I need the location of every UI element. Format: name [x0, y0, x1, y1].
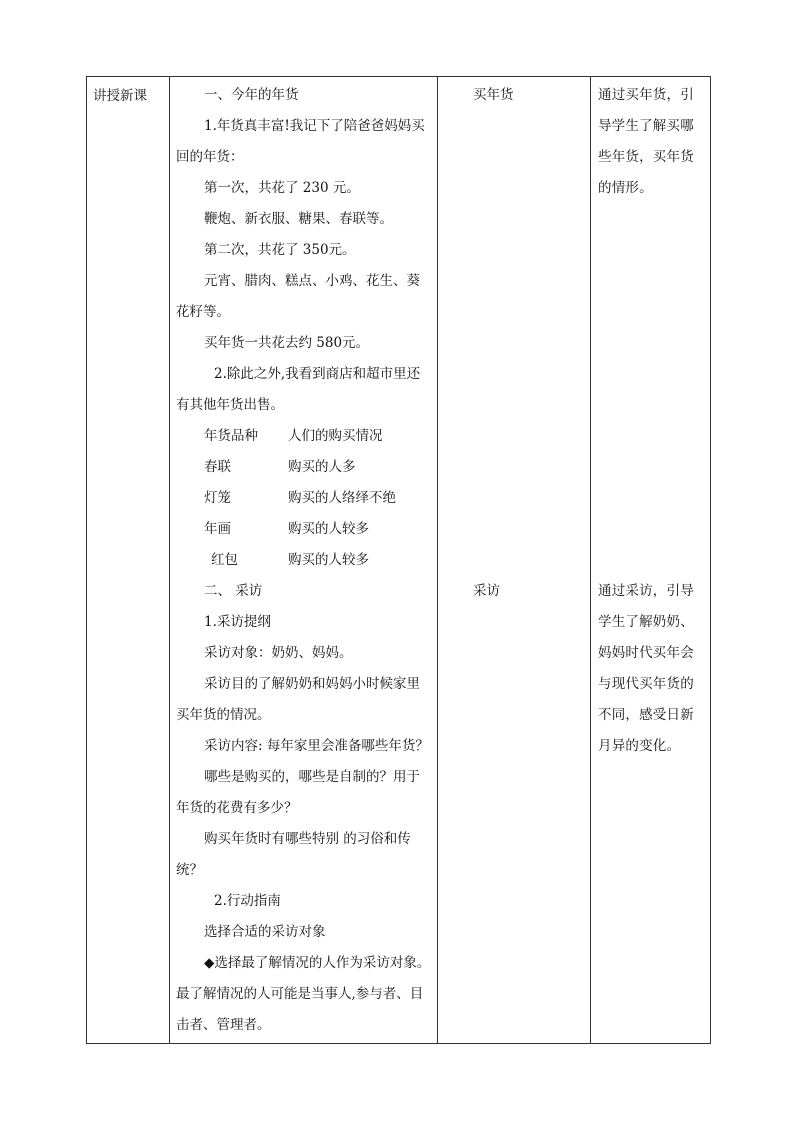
intent-line: 的情形。: [598, 180, 653, 196]
content-line: 1.采访提纲: [204, 614, 271, 630]
goods-header-status: 人们的购买情况: [288, 428, 383, 444]
content-line: 2.行动指南: [214, 893, 281, 909]
content-line: 1.年货真丰富!我记下了陪爸爸妈妈买: [204, 118, 425, 134]
goods-row: [176, 514, 433, 545]
content-line: 采访对象：奶奶、妈妈。: [204, 645, 353, 661]
goods-table-header: [176, 421, 433, 452]
activity-cell: [438, 77, 591, 1044]
goods-status: 购买的人较多: [288, 552, 369, 568]
intent-line: 月异的变化。: [598, 738, 681, 754]
intent-cell: [591, 77, 711, 1044]
content-line: 元宵、腊肉、糕点、小鸡、花生、葵: [204, 273, 420, 289]
section-heading: 二、 采访: [204, 583, 263, 599]
intent-line: 些年货，买年货: [598, 149, 694, 165]
content-line: 统？: [176, 862, 203, 878]
intent-block: [598, 80, 704, 204]
content-line: 鞭炮、新衣服、糖果、春联等。: [204, 211, 393, 227]
content-line: 买年货的情况。: [176, 707, 271, 723]
content-line: 选择合适的采访对象: [204, 924, 326, 940]
section-heading: 一、今年的年货: [204, 87, 299, 103]
goods-row: [176, 483, 433, 514]
goods-row: [176, 545, 433, 576]
content-line: 花籽等。: [176, 304, 230, 320]
content-line: 采访目的了解奶奶和妈妈小时候家里: [204, 676, 420, 692]
content-cell: [170, 77, 438, 1044]
intent-line: 学生了解奶奶、: [598, 614, 694, 630]
intent-line: 导学生了解买哪: [598, 118, 694, 134]
goods-kind: 春联: [204, 459, 231, 475]
goods-header-kind: 年货品种: [204, 428, 258, 444]
intent-line: 不同，感受日新: [598, 707, 694, 723]
content-line: 年货的花费有多少？: [176, 800, 298, 816]
goods-kind: 红包: [211, 552, 238, 568]
content-line: 有其他年货出售。: [176, 397, 284, 413]
intent-line: 通过采访，引导: [598, 583, 694, 599]
goods-status: 购买的人多: [288, 459, 356, 475]
activity-item: 采访: [473, 583, 500, 599]
intent-line: 通过买年货，引: [598, 87, 694, 103]
stage-title: 讲授新课: [93, 88, 147, 104]
goods-row: [176, 452, 433, 483]
content-line: 购买年货时有哪些特别 的习俗和传: [204, 831, 411, 847]
content-line: 击者、管理者。: [176, 1017, 271, 1033]
goods-status: 购买的人较多: [288, 521, 369, 537]
content-line: 买年货一共花去约 580元。: [204, 335, 370, 351]
intent-block: [598, 576, 694, 762]
intent-line: 与现代买年货的: [598, 676, 694, 692]
intent-line: 妈妈时代买年会: [598, 645, 694, 661]
content-line: 第二次，共花了 350元。: [204, 242, 356, 258]
goods-status: 购买的人络绎不绝: [288, 490, 396, 506]
content-line: 2.除此之外,我看到商店和超市里还: [214, 366, 421, 382]
content-line: 第一次，共花了 230 元。: [204, 180, 360, 196]
content-line: 最了解情况的人可能是当事人,参与者、目: [176, 986, 424, 1002]
stage-cell: [87, 77, 170, 1044]
content-line: 回的年货：: [176, 149, 244, 165]
goods-kind: 年画: [204, 521, 231, 537]
table-row: [87, 77, 711, 1044]
lesson-plan-table: [86, 76, 711, 1044]
activity-item: 买年货: [473, 87, 514, 103]
content-line: 采访内容: 每年家里会准备哪些年货？: [204, 738, 429, 754]
goods-table: [176, 421, 433, 576]
content-line: 哪些是购买的，哪些是自制的？用于: [204, 769, 420, 785]
goods-kind: 灯笼: [204, 490, 231, 506]
content-line: ◆选择最了解情况的人作为采访对象。: [204, 955, 431, 971]
